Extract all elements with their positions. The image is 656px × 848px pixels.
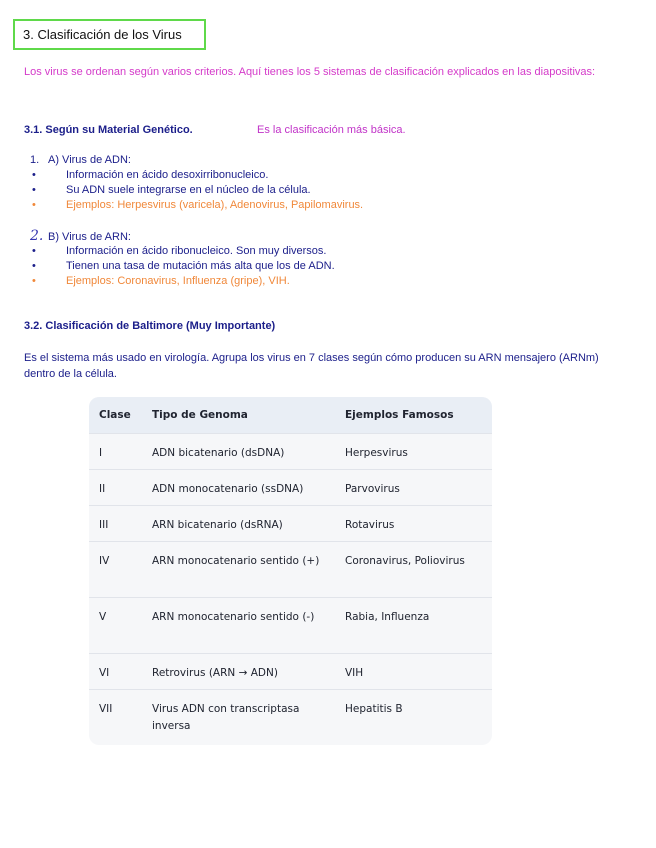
list-item: • Su ADN suele integrarse en el núcleo de la célula. <box>32 184 311 196</box>
section-heading-material-genetico: 3.1. Según su Material Genético. <box>24 124 193 136</box>
section-note: Es la clasificación más básica. <box>257 124 406 136</box>
column-header: Ejemplos Famosos <box>335 397 492 434</box>
bullet-icon: • <box>32 275 36 287</box>
column-header: Tipo de Genoma <box>142 397 335 434</box>
list-item: • Información en ácido ribonucleico. Son muy diversos. <box>32 245 327 257</box>
list-number: 1. <box>30 154 40 166</box>
intro-paragraph: Los virus se ordenan según varios criterios. Aquí tienes los 5 sistemas de clasificación explicados en las diapositivas: <box>24 66 596 78</box>
bullet-icon: • <box>32 260 36 272</box>
table-row: I ADN bicatenario (dsDNA) Herpesvirus <box>89 434 492 470</box>
baltimore-paragraph: Es el sistema más usado en virología. Agrupa los virus en 7 clases según cómo producen su ARN mensajero (ARNm) dentro de la célula. <box>24 352 599 380</box>
table-row: V ARN monocatenario sentido (-) Rabia, Influenza <box>89 598 492 654</box>
table-row: III ARN bicatenario (dsRNA) Rotavirus <box>89 506 492 542</box>
bullet-icon: • <box>32 184 36 196</box>
list-item: • Tienen una tasa de mutación más alta que los de ADN. <box>32 260 335 272</box>
section-heading-baltimore: 3.2. Clasificación de Baltimore (Muy Importante) <box>24 320 276 332</box>
table-row: IV ARN monocatenario sentido (+) Coronavirus, Poliovirus <box>89 542 492 598</box>
list-group-adn <box>30 153 363 213</box>
group-heading: B) Virus de ARN: <box>48 231 131 243</box>
list-group-arn <box>30 229 335 289</box>
example-item: • Ejemplos: Herpesvirus (varicela), Adenovirus, Papilomavirus. <box>32 199 364 211</box>
table-row: VI Retrovirus (ARN → ADN) VIH <box>89 654 492 690</box>
list-number: 2. <box>30 228 44 244</box>
bullet-icon: • <box>32 199 36 211</box>
bullet-icon: • <box>32 169 36 181</box>
bullet-icon: • <box>32 245 36 257</box>
table-row: II ADN monocatenario (ssDNA) Parvovirus <box>89 470 492 506</box>
table-row: VII Virus ADN con transcriptasa inversa Hepatitis B <box>89 690 492 746</box>
example-item: • Ejemplos: Coronavirus, Influenza (gripe), VIH. <box>32 275 290 287</box>
page-title: 3. Clasificación de los Virus <box>13 19 206 50</box>
baltimore-table <box>89 397 492 745</box>
column-header: Clase <box>89 397 142 434</box>
group-heading: A) Virus de ADN: <box>48 154 131 166</box>
list-item: • Información en ácido desoxirribonucleico. <box>32 169 269 181</box>
table-header-row <box>89 397 492 434</box>
